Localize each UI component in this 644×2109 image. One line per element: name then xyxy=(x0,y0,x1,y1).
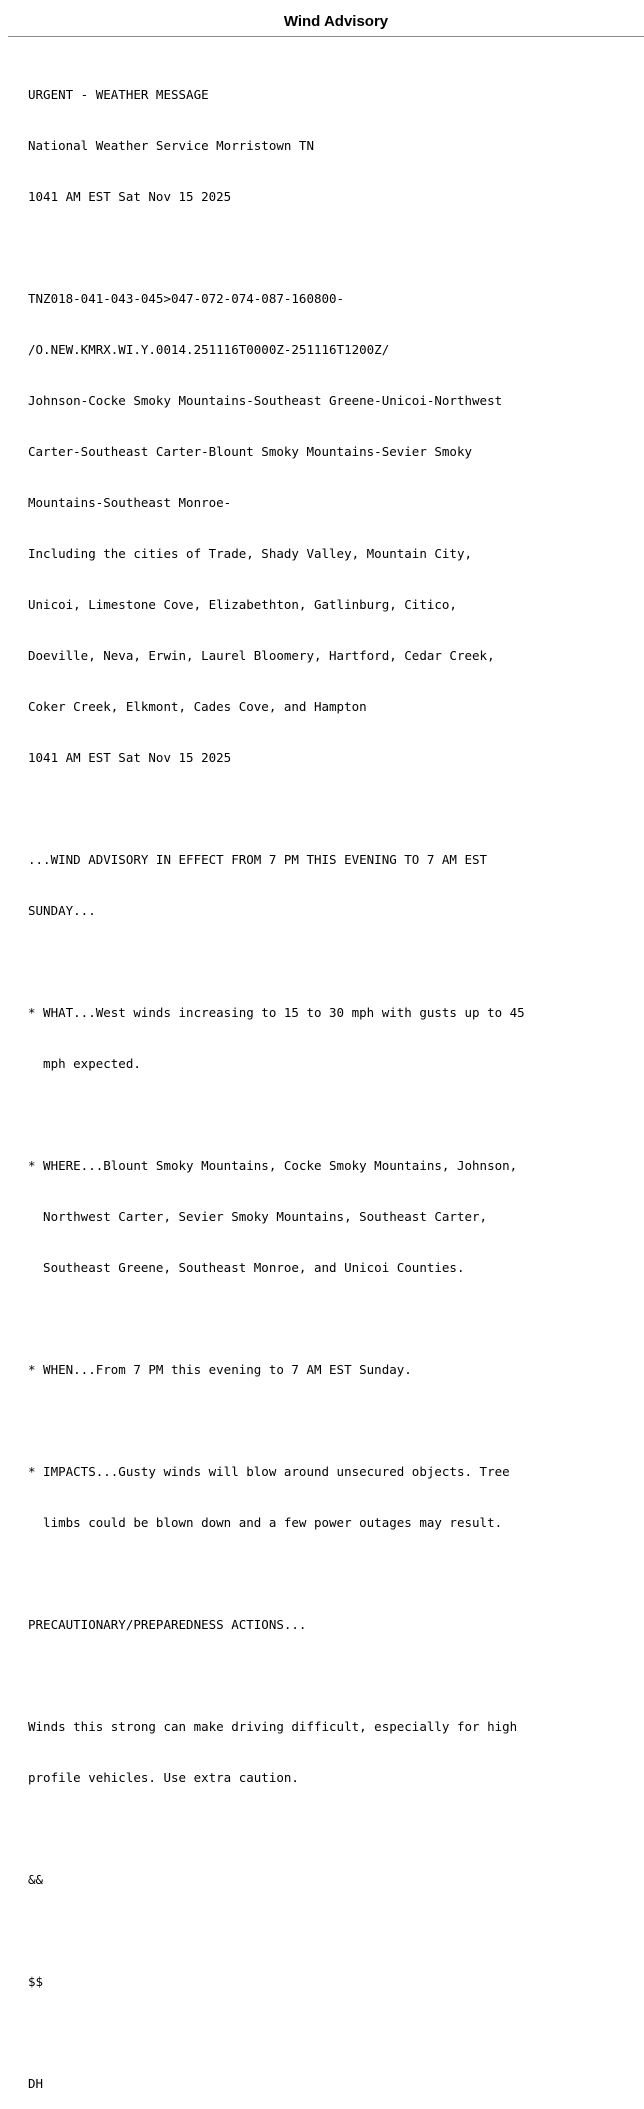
message-line xyxy=(28,1667,638,1684)
message-line: Northwest Carter, Sevier Smoky Mountains, Southeast Carter, xyxy=(28,1209,488,1224)
message-line: Unicoi, Limestone Cove, Elizabethton, Gatlinburg, Citico, xyxy=(28,597,457,612)
message-line xyxy=(28,1310,638,1327)
message-line: * WHAT...West winds increasing to 15 to 30 mph with gusts up to 45 xyxy=(28,1005,525,1020)
message-line xyxy=(28,1106,638,1123)
message-line xyxy=(28,1820,638,1837)
message-line: * WHERE...Blount Smoky Mountains, Cocke Smoky Mountains, Johnson, xyxy=(28,1158,518,1173)
message-line: 1041 AM EST Sat Nov 15 2025 xyxy=(28,750,232,765)
message-line xyxy=(28,1412,638,1429)
title-divider xyxy=(8,36,644,37)
message-line: Coker Creek, Elkmont, Cades Cove, and Hampton xyxy=(28,699,367,714)
message-line: DH xyxy=(28,2076,44,2091)
message-line: profile vehicles. Use extra caution. xyxy=(28,1770,299,1785)
message-line: Carter-Southeast Carter-Blount Smoky Mountains-Sevier Smoky xyxy=(28,444,473,459)
message-line xyxy=(28,953,638,970)
message-line: ...WIND ADVISORY IN EFFECT FROM 7 PM THIS EVENING TO 7 AM EST xyxy=(28,852,488,867)
message-line: URGENT - WEATHER MESSAGE xyxy=(28,87,209,102)
message-line: /O.NEW.KMRX.WI.Y.0014.251116T0000Z-251116T1200Z/ xyxy=(28,342,390,357)
message-line: 1041 AM EST Sat Nov 15 2025 xyxy=(28,189,232,204)
message-line xyxy=(28,239,638,256)
message-line: SUNDAY... xyxy=(28,903,96,918)
message-line xyxy=(28,1565,638,1582)
message-line: Mountains-Southeast Monroe- xyxy=(28,495,232,510)
message-line xyxy=(28,1922,638,1939)
message-line: * WHEN...From 7 PM this evening to 7 AM EST Sunday. xyxy=(28,1362,412,1377)
message-line: PRECAUTIONARY/PREPAREDNESS ACTIONS... xyxy=(28,1617,307,1632)
advisory-message-text xyxy=(28,52,638,2109)
message-line: Winds this strong can make driving difficult, especially for high xyxy=(28,1719,518,1734)
message-line: TNZ018-041-043-045>047-072-074-087-160800- xyxy=(28,291,345,306)
message-line xyxy=(28,800,638,817)
title-bar xyxy=(0,0,644,36)
message-line: Including the cities of Trade, Shady Valley, Mountain City, xyxy=(28,546,473,561)
message-line: Southeast Greene, Southeast Monroe, and Unicoi Counties. xyxy=(28,1260,465,1275)
message-line: Johnson-Cocke Smoky Mountains-Southeast Greene-Unicoi-Northwest xyxy=(28,393,503,408)
message-line: National Weather Service Morristown TN xyxy=(28,138,314,153)
message-line xyxy=(28,2024,638,2041)
message-line: Doeville, Neva, Erwin, Laurel Bloomery, Hartford, Cedar Creek, xyxy=(28,648,495,663)
message-line: $$ xyxy=(28,1974,44,1989)
page-title: Wind Advisory xyxy=(283,13,389,30)
message-line: && xyxy=(28,1872,44,1887)
message-line: limbs could be blown down and a few power outages may result. xyxy=(28,1515,503,1530)
message-line: mph expected. xyxy=(28,1056,141,1071)
message-line: * IMPACTS...Gusty winds will blow around unsecured objects. Tree xyxy=(28,1464,510,1479)
